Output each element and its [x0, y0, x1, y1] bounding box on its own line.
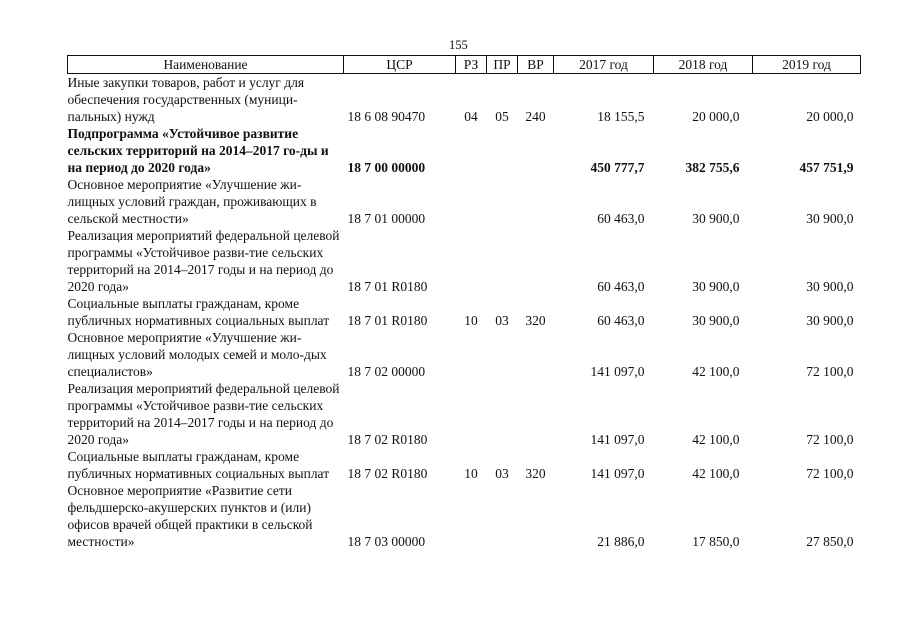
cell-pr — [487, 380, 518, 448]
cell-vr — [518, 329, 554, 380]
header-2019: 2019 год — [753, 56, 861, 74]
header-rz: РЗ — [456, 56, 487, 74]
cell-name: Подпрограмма «Устойчивое развитие сельских территорий на 2014–2017 го-ды и на период до 2020 года» — [67, 126, 329, 175]
cell-y2019: 457 751,9 — [799, 160, 854, 175]
table-row — [68, 125, 861, 176]
cell-vr — [518, 176, 554, 227]
cell-name: Социальные выплаты гражданам, кроме публичных нормативных социальных выплат — [67, 296, 330, 328]
cell-y2019: 20 000,0 — [806, 109, 854, 124]
cell-y2019: 30 900,0 — [806, 211, 854, 226]
cell-y2018: 42 100,0 — [692, 364, 740, 379]
cell-name: Основное мероприятие «Улучшение жи-лищных условий молодых семей и моло-дых специалистов» — [67, 330, 327, 379]
cell-csr: 18 6 08 90470 — [347, 109, 426, 124]
cell-csr: 18 7 00 00000 — [347, 160, 426, 175]
cell-name: Реализация мероприятий федеральной целевой программы «Устойчивое разви-тие сельских территорий на 2014–2017 годы и на период до 2020 года» — [67, 228, 340, 294]
cell-csr: 18 7 01 00000 — [347, 211, 426, 226]
cell-pr — [487, 125, 518, 176]
cell-csr: 18 7 03 00000 — [347, 534, 426, 549]
cell-y2018: 30 900,0 — [692, 211, 740, 226]
cell-pr: 03 — [495, 466, 509, 481]
cell-rz: 10 — [464, 466, 478, 481]
cell-vr — [518, 380, 554, 448]
table-row — [68, 482, 861, 550]
cell-pr — [487, 176, 518, 227]
table-row — [68, 74, 861, 126]
cell-y2019: 27 850,0 — [806, 534, 854, 549]
cell-rz: 04 — [464, 109, 478, 124]
cell-pr: 03 — [495, 313, 509, 328]
cell-csr: 18 7 01 R0180 — [347, 279, 428, 294]
cell-y2017: 141 097,0 — [590, 466, 645, 481]
cell-pr — [487, 329, 518, 380]
cell-name: Основное мероприятие «Улучшение жи-лищных условий граждан, проживающих в сельской местности» — [67, 177, 317, 226]
table-header — [68, 56, 861, 74]
cell-pr: 05 — [495, 109, 509, 124]
cell-rz — [456, 482, 487, 550]
cell-vr — [518, 125, 554, 176]
header-name: Наименование — [68, 56, 344, 74]
cell-name: Основное мероприятие «Развитие сети фельдшерско-акушерских пунктов и (или) офисов врачей общей практики в сельской местности» — [67, 483, 313, 549]
cell-csr: 18 7 02 R0180 — [347, 466, 428, 481]
cell-y2017: 450 777,7 — [590, 160, 645, 175]
cell-vr — [518, 482, 554, 550]
cell-y2017: 21 886,0 — [597, 534, 645, 549]
cell-y2017: 60 463,0 — [597, 313, 645, 328]
header-2017: 2017 год — [554, 56, 654, 74]
cell-y2017: 60 463,0 — [597, 279, 645, 294]
cell-pr — [487, 227, 518, 295]
cell-y2018: 30 900,0 — [692, 279, 740, 294]
header-vr: ВР — [518, 56, 554, 74]
cell-y2017: 141 097,0 — [590, 364, 645, 379]
cell-y2018: 382 755,6 — [685, 160, 740, 175]
table-row — [68, 329, 861, 380]
header-2018: 2018 год — [654, 56, 753, 74]
cell-y2018: 42 100,0 — [692, 466, 740, 481]
cell-y2018: 30 900,0 — [692, 313, 740, 328]
cell-vr — [518, 227, 554, 295]
cell-y2018: 17 850,0 — [692, 534, 740, 549]
table-row — [68, 227, 861, 295]
table-row — [68, 448, 861, 482]
cell-csr: 18 7 01 R0180 — [347, 313, 428, 328]
cell-csr: 18 7 02 00000 — [347, 364, 426, 379]
cell-y2019: 72 100,0 — [806, 432, 854, 447]
cell-vr: 320 — [525, 313, 546, 328]
cell-name: Реализация мероприятий федеральной целевой программы «Устойчивое разви-тие сельских территорий на 2014–2017 годы и на период до 2020 года» — [67, 381, 340, 447]
cell-rz — [456, 227, 487, 295]
cell-y2017: 18 155,5 — [597, 109, 645, 124]
header-csr: ЦСР — [344, 56, 456, 74]
cell-vr: 240 — [525, 109, 546, 124]
cell-name: Иные закупки товаров, работ и услуг для обеспечения государственных (муници-пальных) нужд — [67, 75, 305, 124]
cell-rz — [456, 125, 487, 176]
cell-y2017: 141 097,0 — [590, 432, 645, 447]
cell-y2019: 30 900,0 — [806, 279, 854, 294]
cell-rz — [456, 176, 487, 227]
cell-y2019: 30 900,0 — [806, 313, 854, 328]
table-row — [68, 295, 861, 329]
cell-rz — [456, 329, 487, 380]
cell-y2018: 42 100,0 — [692, 432, 740, 447]
budget-table — [67, 55, 861, 550]
cell-pr — [487, 482, 518, 550]
cell-y2019: 72 100,0 — [806, 466, 854, 481]
cell-y2017: 60 463,0 — [597, 211, 645, 226]
cell-vr: 320 — [525, 466, 546, 481]
cell-rz: 10 — [464, 313, 478, 328]
page-number: 155 — [449, 38, 468, 52]
cell-y2019: 72 100,0 — [806, 364, 854, 379]
cell-csr: 18 7 02 R0180 — [347, 432, 428, 447]
table-row — [68, 380, 861, 448]
header-pr: ПР — [487, 56, 518, 74]
table-row — [68, 176, 861, 227]
cell-rz — [456, 380, 487, 448]
cell-name: Социальные выплаты гражданам, кроме публичных нормативных социальных выплат — [67, 449, 330, 481]
cell-y2018: 20 000,0 — [692, 109, 740, 124]
